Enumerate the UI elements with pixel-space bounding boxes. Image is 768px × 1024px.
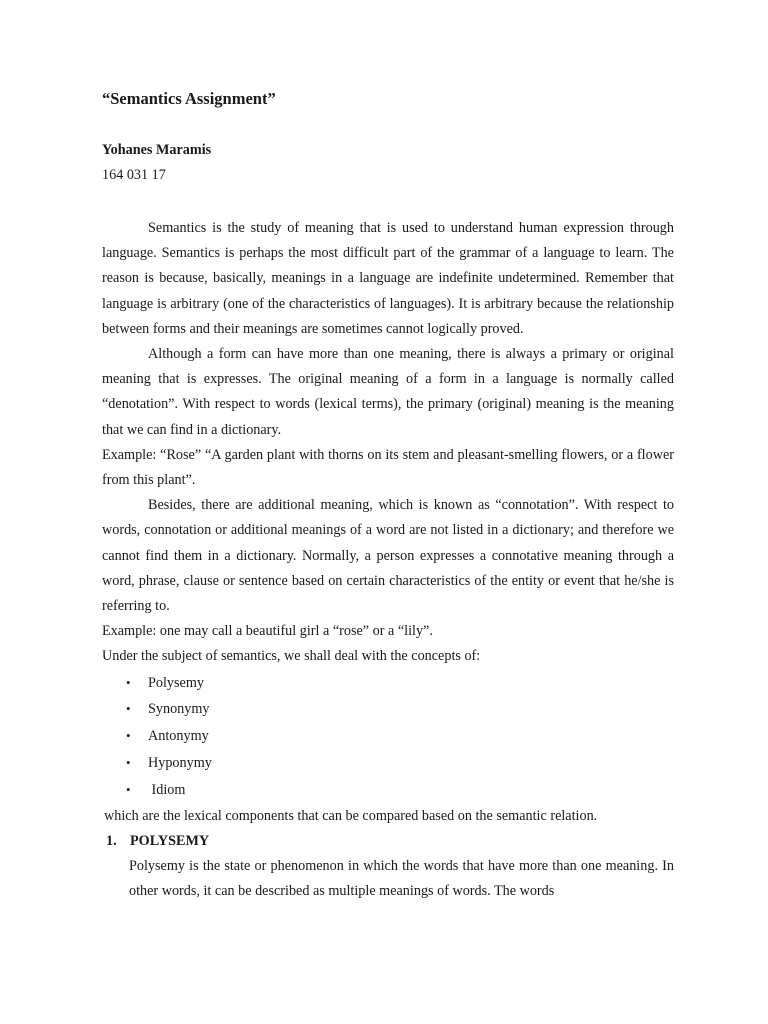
bullet-icon: • (126, 755, 131, 771)
document-body (102, 216, 674, 904)
document-title: “Semantics Assignment” (102, 89, 276, 108)
list-item (102, 696, 674, 723)
paragraph-concepts-intro: Under the subject of semantics, we shall deal with the concepts of: (102, 648, 481, 665)
list-item (102, 670, 674, 697)
section-number: 1. (106, 832, 117, 849)
paragraph-polysemy: Polysemy is the state or phenomenon in which the words that have more than one meaning. In other words, it can be described as multiple meanings of words. The words (129, 858, 674, 900)
concept-label: Idiom (148, 781, 186, 798)
list-item (102, 723, 674, 750)
section-heading-polysemy (102, 829, 674, 854)
concept-list (102, 670, 674, 804)
paragraph-after-list: which are the lexical components that can be compared based on the semantic relation. (104, 807, 598, 824)
paragraph-example-lily: Example: one may call a beautiful girl a “rose” or a “lily”. (102, 623, 433, 640)
bullet-icon: • (126, 728, 131, 744)
concept-label: Antonymy (148, 728, 209, 745)
concept-label: Hyponymy (148, 755, 212, 772)
paragraph-connotation: Besides, there are additional meaning, which is known as “connotation”. With respect to words, connotation or additional meanings of a word are not listed in a dictionary; and therefore we cannot find them in a dictionary. Normally, a person expresses a connotative meaning through a word, phrase, clause or sentence based on certain characteristics of the entity or event that he/she is referring to. (102, 497, 674, 615)
paragraph-example-rose: Example: “Rose” “A garden plant with thorns on its stem and pleasant-smelling flowers, or a flower from this plant”. (102, 446, 674, 489)
section-heading-label: POLYSEMY (130, 832, 210, 849)
student-id: 164 031 17 (102, 167, 166, 183)
list-item (102, 777, 674, 804)
bullet-icon: • (126, 674, 131, 690)
bullet-icon: • (126, 701, 131, 717)
concept-label: Polysemy (148, 674, 204, 691)
list-item (102, 750, 674, 777)
author-name: Yohanes Maramis (102, 142, 212, 158)
paragraph-intro: Semantics is the study of meaning that is used to understand human expression through language. Semantics is perhaps the most difficult part of the grammar of a language to learn. The reason is because, basically, meanings in a language are indefinite undetermined. Remember that language is arbitrary (one of the characteristics of languages). It is arbitrary because the relationship between forms and their meanings are sometimes cannot logically proved. (102, 220, 674, 337)
concept-label: Synonymy (148, 701, 210, 718)
bullet-icon: • (126, 781, 131, 797)
paragraph-denotation: Although a form can have more than one meaning, there is always a primary or original meaning that is expresses. The original meaning of a form in a language is normally called “denotation”. With respect to words (lexical terms), the primary (original) meaning is the meaning that we can find in a dictionary. (102, 346, 674, 438)
